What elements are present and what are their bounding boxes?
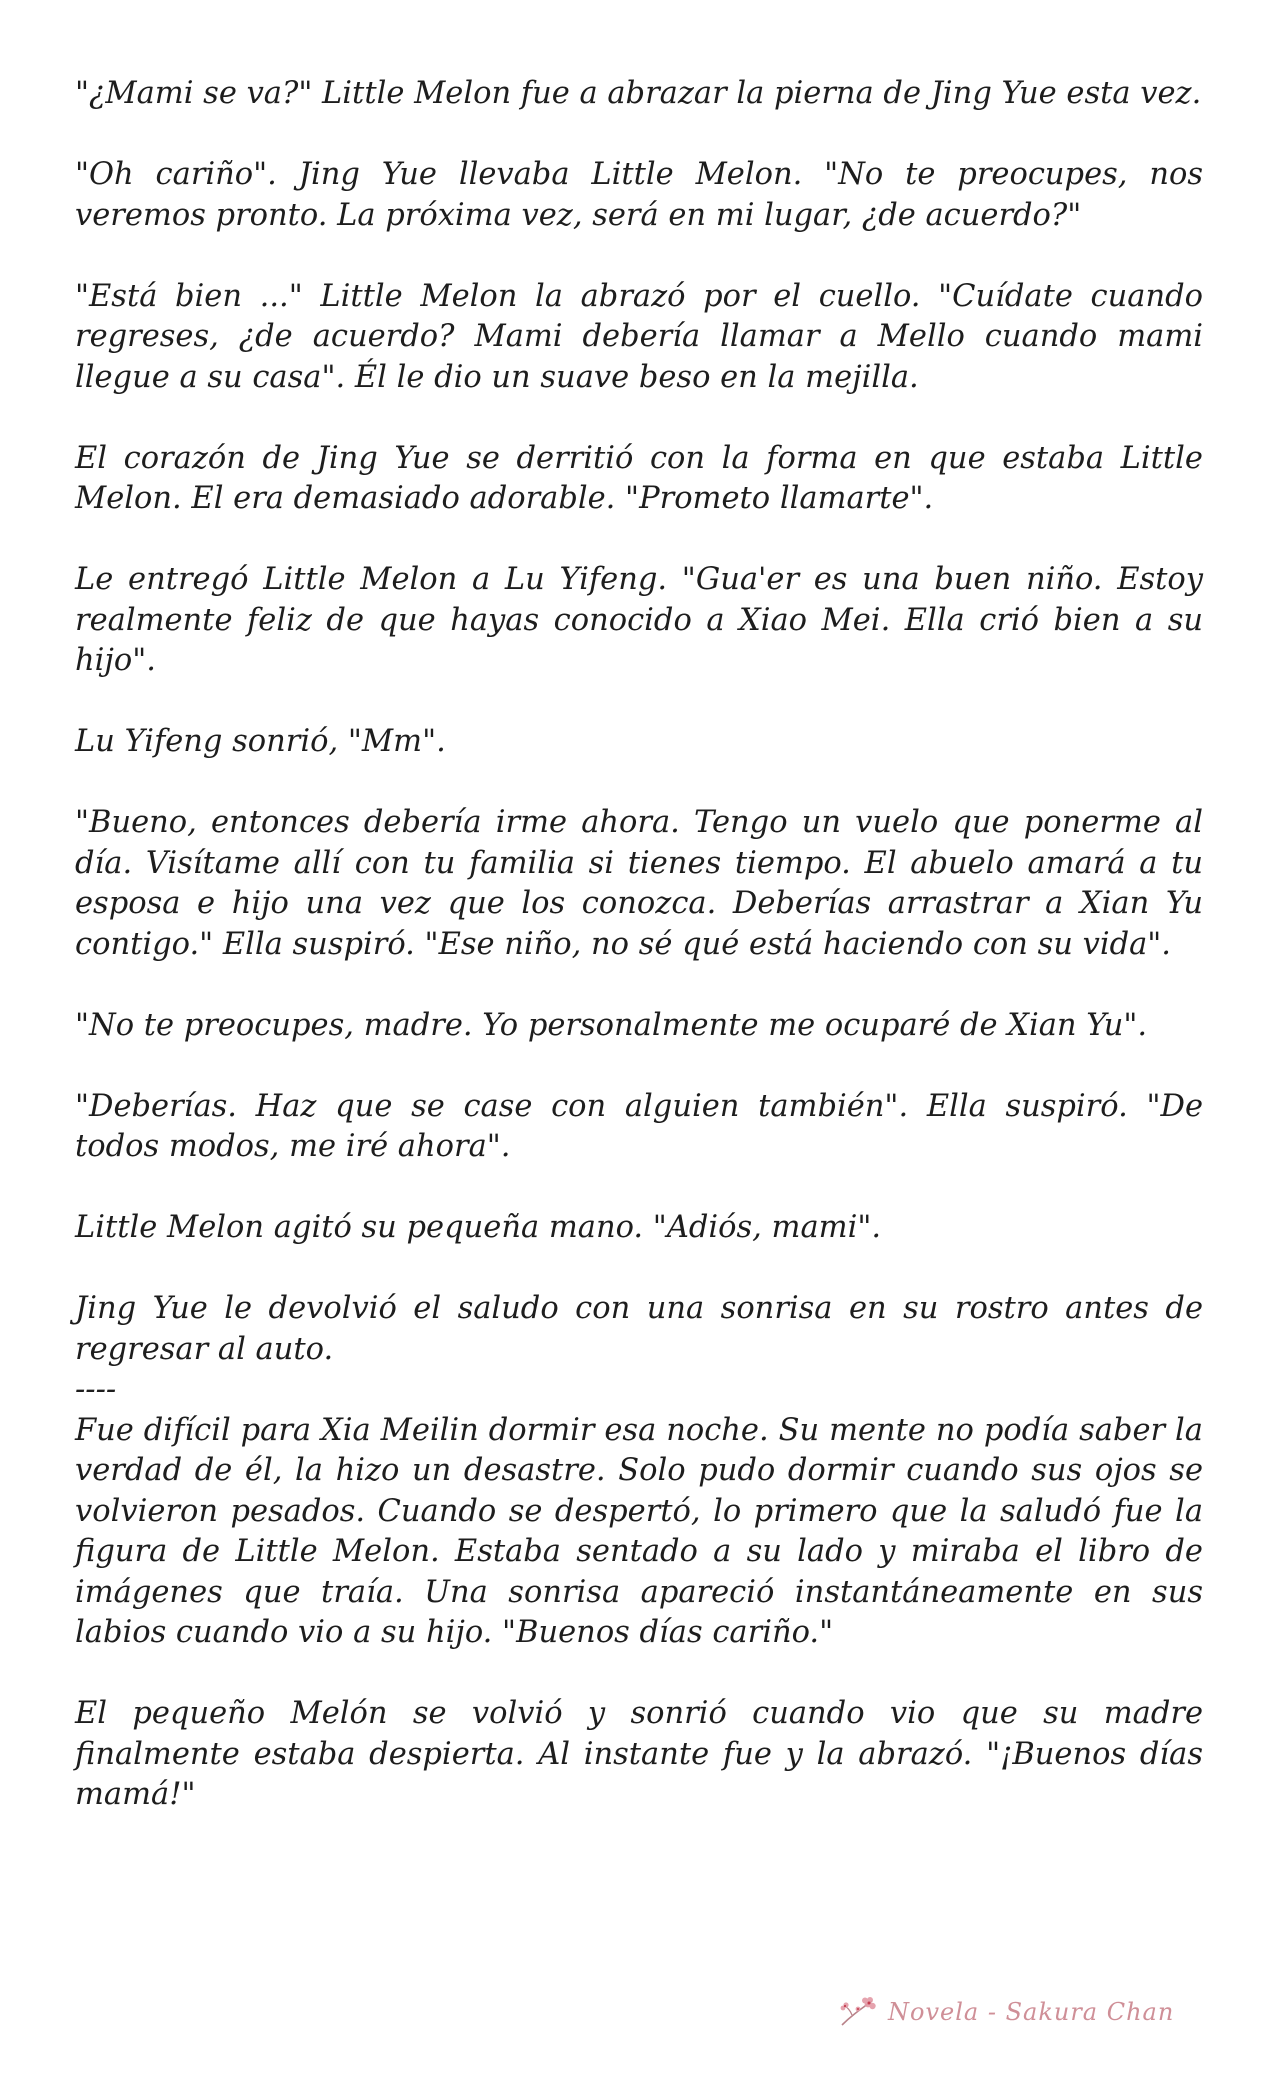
paragraph: "Bueno, entonces debería irme ahora. Tengo un vuelo que ponerme al día. Visítame allí con tu familia si tienes tiempo. El abuelo amará a tu esposa e hijo una vez que los conozca. Deberías arrastrar a Xian Yu contigo." Ella suspiró. "Ese niño, no sé qué está haciendo con su vida".: [75, 805, 1203, 962]
paragraph: El pequeño Melón se volvió y sonrió cuando vio que su madre finalmente estaba despierta. Al instante fue y la abrazó. "¡Buenos días mamá!": [75, 1696, 1203, 1812]
paragraph: Lu Yifeng sonrió, "Mm".: [75, 724, 446, 759]
paragraph: "¿Mami se va?" Little Melon fue a abrazar la pierna de Jing Yue esta vez.: [75, 76, 1202, 111]
document-body: [75, 74, 1203, 1816]
watermark-text: Novela - Sakura Chan: [888, 1998, 1175, 2026]
paragraph: Le entregó Little Melon a Lu Yifeng. "Gua'er es una buen niño. Estoy realmente feliz de que hayas conocido a Xiao Mei. Ella crió bien a su hijo".: [75, 562, 1203, 678]
paragraph: El corazón de Jing Yue se derritió con la forma en que estaba Little Melon. El era demasiado adorable. "Prometo llamarte".: [75, 440, 1203, 516]
paragraph: "No te preocupes, madre. Yo personalmente me ocuparé de Xian Yu".: [75, 1007, 1148, 1043]
paragraph: Fue difícil para Xia Meilin dormir esa noche. Su mente no podía saber la verdad de él, la hizo un desastre. Solo pudo dormir cuando sus ojos se volvieron pesados. Cuando se despertó, lo primero que la saludó fue la figura de Little Melon. Estaba sentado a su lado y miraba el libro de imágenes que traía. Una sonrisa apareció instantáneamente en sus labios cuando vio a su hijo. "Buenos días cariño.": [75, 1412, 1203, 1650]
paragraph: "Oh cariño". Jing Yue llevaba Little Melon. "No te preocupes, nos veremos pronto. La próxima vez, será en mi lugar, ¿de acuerdo?": [75, 157, 1203, 233]
paragraph: Little Melon agitó su pequeña mano. "Adiós, mami".: [75, 1210, 882, 1245]
watermark: [838, 1992, 1174, 2032]
paragraph: "Está bien ..." Little Melon la abrazó por el cuello. "Cuídate cuando regreses, ¿de acuerdo? Mami debería llamar a Mello cuando mami llegue a su casa". Él le dio un suave beso en la mejilla.: [75, 278, 1203, 395]
paragraph: Jing Yue le devolvió el saludo con una sonrisa en su rostro antes de regresar al auto.: [75, 1291, 1203, 1367]
paragraph: "Deberías. Haz que se case con alguien también". Ella suspiró. "De todos modos, me iré ahora".: [75, 1088, 1203, 1164]
scene-separator: ----: [75, 1372, 117, 1407]
sakura-flower-icon: [838, 1995, 878, 2029]
